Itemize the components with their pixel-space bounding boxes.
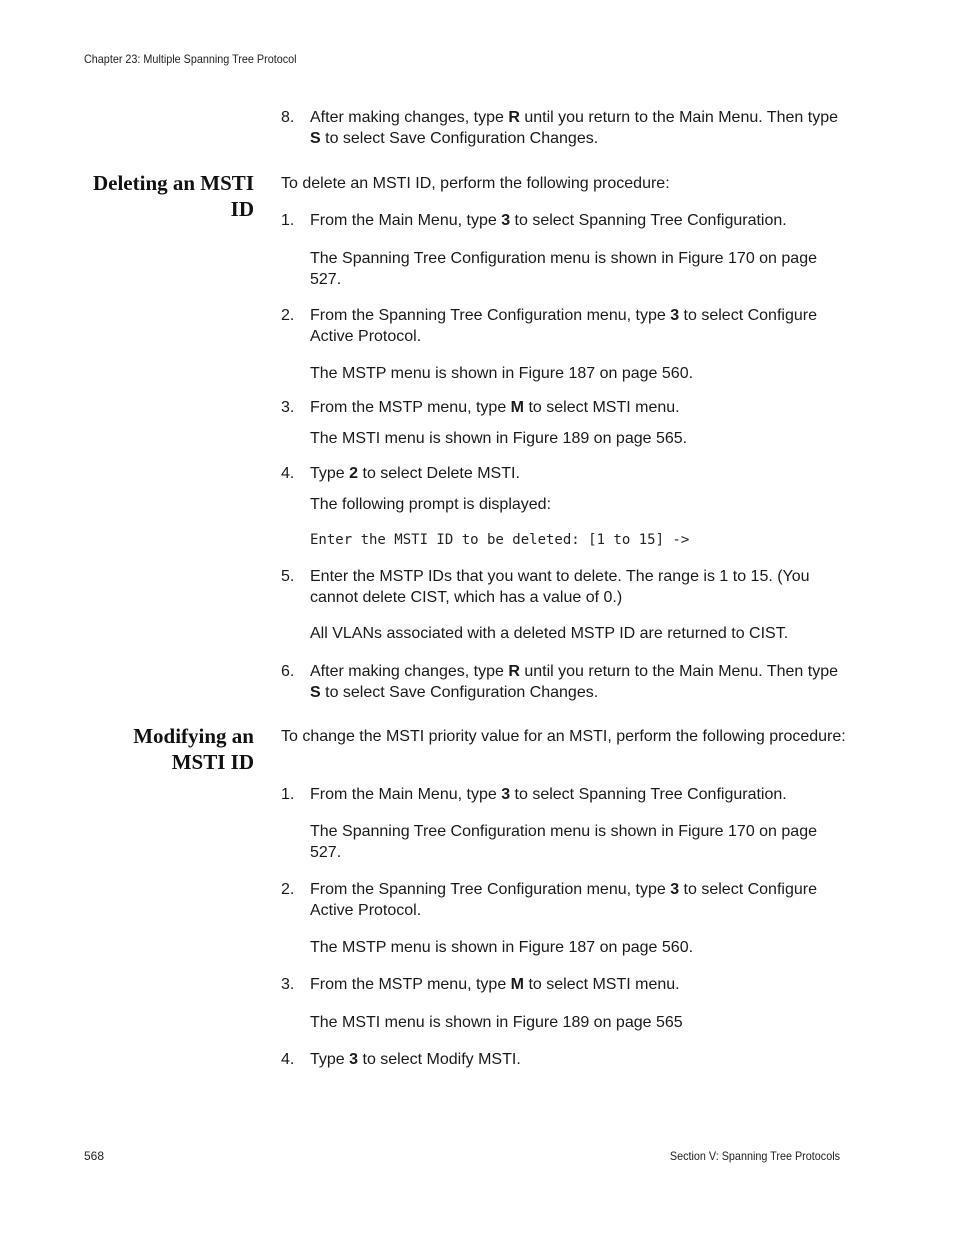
modifying-step-2-note: The MSTP menu is shown in Figure 187 on page 560. — [310, 939, 694, 956]
deleting-step-5-note: All VLANs associated with a deleted MSTP ID are returned to CIST. — [310, 625, 789, 642]
deleting-step-4: 4. Type 2 to select Delete MSTI. — [281, 465, 520, 482]
modifying-step-1-note: The Spanning Tree Configuration menu is shown in Figure 170 on page 527. — [310, 823, 817, 861]
modifying-step-4: 4. Type 3 to select Modify MSTI. — [281, 1051, 521, 1068]
section-footer: Section V: Spanning Tree Protocols — [669, 1149, 840, 1163]
modifying-step-1: 1. From the Main Menu, type 3 to select Spanning Tree Configuration. — [281, 786, 787, 803]
deleting-step-3-note: The MSTI menu is shown in Figure 189 on page 565. — [310, 430, 688, 447]
running-header: Chapter 23: Multiple Spanning Tree Protocol — [84, 52, 297, 66]
section-title-deleting: Deleting an MSTI ID — [92, 171, 254, 221]
step-text: After making changes, type R until you return to the Main Menu. Then type S to select Save Configuration Changes. — [310, 109, 838, 147]
modifying-intro: To change the MSTI priority value for an MSTI, perform the following procedure: — [281, 728, 846, 745]
step-8 — [281, 108, 851, 149]
deleting-step-5: 5. Enter the MSTP IDs that you want to delete. The range is 1 to 15. (You cannot delete CIST, which has a value of 0.) — [281, 568, 810, 606]
deleting-step-1: 1. From the Main Menu, type 3 to select Spanning Tree Configuration. — [281, 212, 787, 229]
deleting-step-4-note: The following prompt is displayed: — [310, 496, 552, 513]
deleting-step-6: 6. After making changes, type R until you return to the Main Menu. Then type S to select Save Configuration Changes. — [281, 663, 838, 701]
deleting-step-2: 2. From the Spanning Tree Configuration menu, type 3 to select Configure Active Protocol. — [281, 307, 817, 345]
page-number: 568 — [84, 1149, 105, 1163]
console-prompt: Enter the MSTI ID to be deleted: [1 to 15] -> — [310, 532, 690, 548]
deleting-step-3: 3. From the MSTP menu, type M to select MSTI menu. — [281, 399, 680, 416]
modifying-step-3: 3. From the MSTP menu, type M to select MSTI menu. — [281, 976, 680, 993]
deleting-step-2-note: The MSTP menu is shown in Figure 187 on page 560. — [310, 365, 694, 382]
modifying-step-3-note: The MSTI menu is shown in Figure 189 on page 565 — [310, 1014, 683, 1031]
deleting-step-1-note: The Spanning Tree Configuration menu is shown in Figure 170 on page 527. — [310, 250, 817, 288]
deleting-intro: To delete an MSTI ID, perform the following procedure: — [281, 175, 670, 192]
modifying-step-2: 2. From the Spanning Tree Configuration menu, type 3 to select Configure Active Protocol. — [281, 881, 817, 919]
step-number: 8. — [281, 109, 295, 126]
section-title-modifying: Modifying an MSTI ID — [133, 724, 254, 774]
